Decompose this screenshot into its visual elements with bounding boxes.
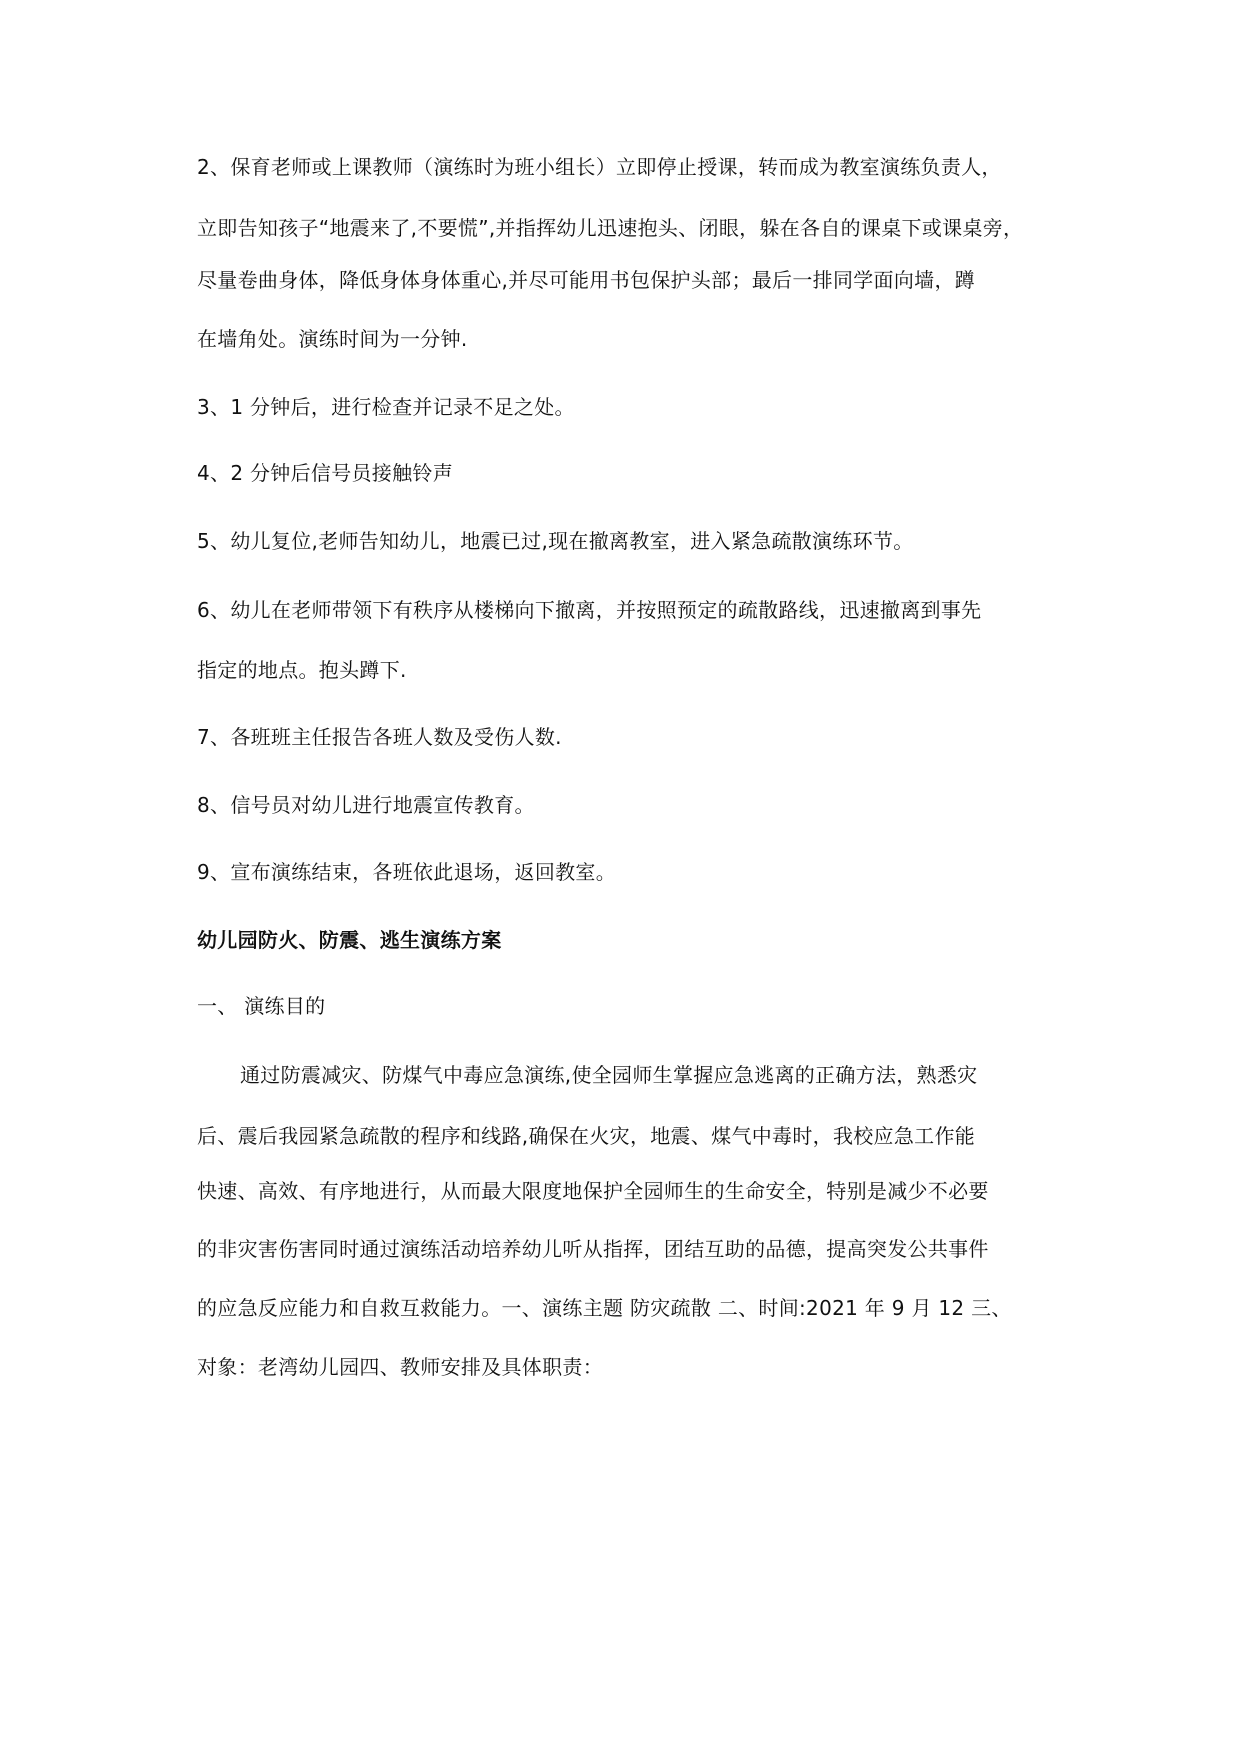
text-line-step-3: 3、1 分钟后，进行检查并记录不足之处。 xyxy=(197,395,575,419)
text-line-step-2-cont-2: 尽量卷曲身体，降低身体身体重心,并尽可能用书包保护头部；最后一排同学面向墙，蹲 xyxy=(197,268,976,292)
text-line-step-6: 6、幼儿在老师带领下有秩序从楼梯向下撤离，并按照预定的疏散路线，迅速撤离到事先 xyxy=(197,598,982,622)
paragraph-line-3: 快速、高效、有序地进行，从而最大限度地保护全园师生的生命安全，特别是减少不必要 xyxy=(197,1179,989,1203)
text-line-step-8: 8、信号员对幼儿进行地震宣传教育。 xyxy=(197,793,535,817)
paragraph-line-1: 通过防震减灾、防煤气中毒应急演练,使全园师生掌握应急逃离的正确方法，熟悉灾 xyxy=(240,1063,978,1087)
text-line-step-4: 4、2 分钟后信号员接触铃声 xyxy=(197,461,454,485)
paragraph-line-5: 的应急反应能力和自救互救能力。一、演练主题 防灾疏散 二、时间:2021 年 9 月 12 三、 xyxy=(197,1296,1012,1320)
text-line-step-9: 9、宣布演练结束，各班依此退场，返回教室。 xyxy=(197,860,617,884)
paragraph-line-4: 的非灾害伤害同时通过演练活动培养幼儿听从指挥，团结互助的品德，提高突发公共事件 xyxy=(197,1237,989,1261)
text-line-step-6-cont: 指定的地点。抱头蹲下. xyxy=(197,658,407,682)
text-line-step-2-cont-3: 在墙角处。演练时间为一分钟. xyxy=(197,327,468,351)
text-line-step-2: 2、保育老师或上课教师（演练时为班小组长）立即停止授课，转而成为教室演练负责人， xyxy=(197,155,1002,179)
text-line-step-2-cont-1: 立即告知孩子“地震来了,不要慌”,并指挥幼儿迅速抱头、闭眼，躲在各自的课桌下或课桌旁， xyxy=(197,216,1024,240)
text-line-step-7: 7、各班班主任报告各班人数及受伤人数. xyxy=(197,725,562,749)
section-heading: 幼儿园防火、防震、逃生演练方案 xyxy=(197,928,502,952)
subsection-heading: 一、 演练目的 xyxy=(197,994,326,1018)
text-line-step-5: 5、幼儿复位,老师告知幼儿，地震已过,现在撤离教室，进入紧急疏散演练环节。 xyxy=(197,529,914,553)
paragraph-line-6: 对象：老湾幼儿园四、教师安排及具体职责： xyxy=(197,1355,603,1379)
paragraph-line-2: 后、震后我园紧急疏散的程序和线路,确保在火灾，地震、煤气中毒时，我校应急工作能 xyxy=(197,1124,976,1148)
